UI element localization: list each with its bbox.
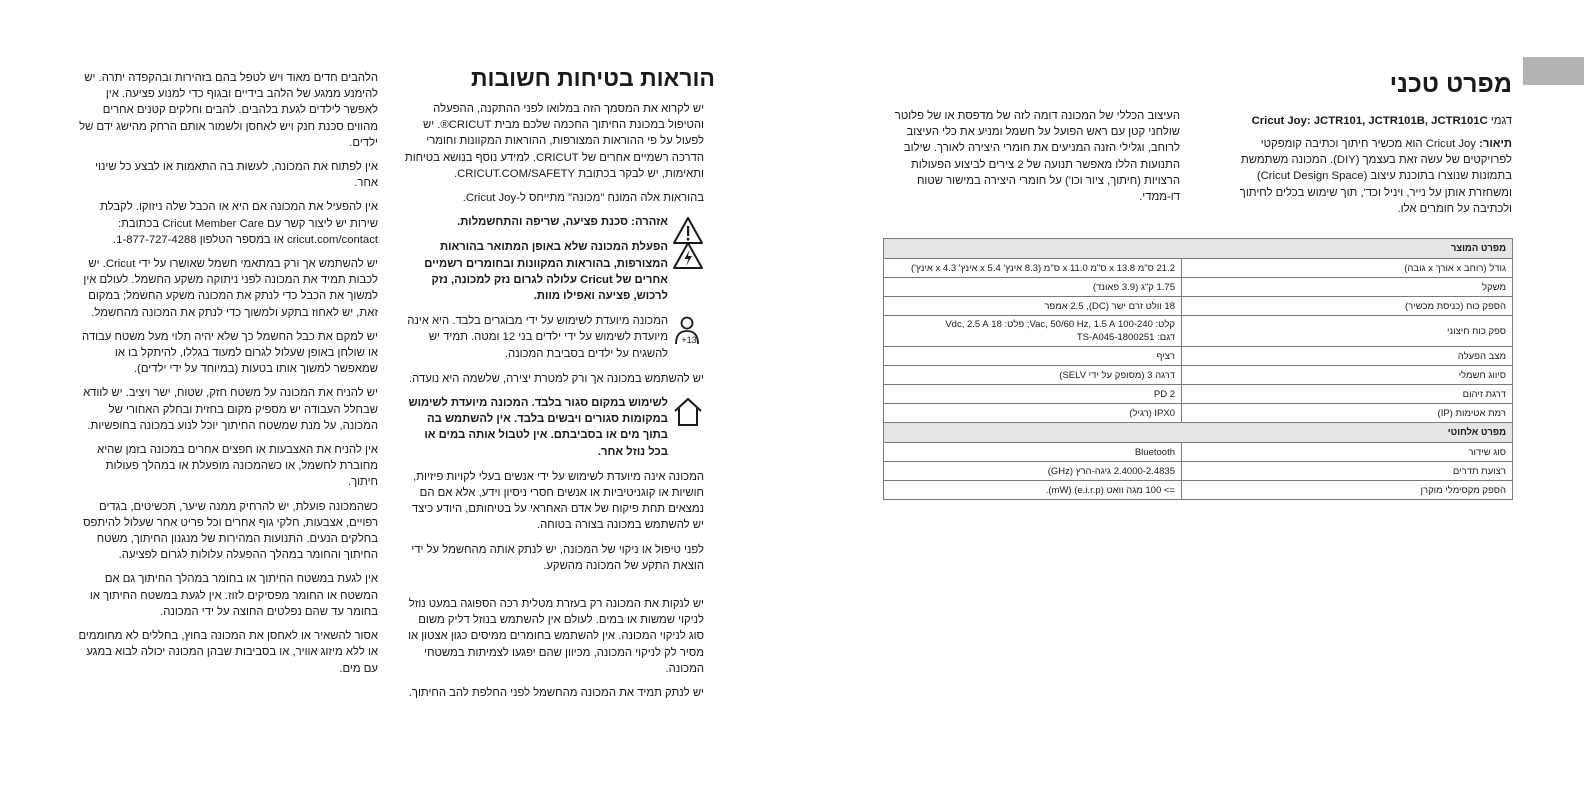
left-paragraph: יש להשתמש אך ורק במתאמי חשמל שאושרו על ידי Cricut. יש לכבות תמיד את המכונה לפני ניתוקה משקע החשמל. לעולם אין למשוך את הכבל כדי לנתק את המכונה משקע החשמל; במקום זאת, יש לאחוז בתקע ולמשוך כדי לנתק את המכונה מהחשמל. [83,258,378,319]
purpose-paragraph: יש להשתמש במכונה אך ורק למטרת יצירה, שלשמה היא נועדה. [408,372,704,385]
age-restriction-icon [672,314,704,346]
age-text: המכונה מיועדת לשימוש על ידי מבוגרים בלבד. היא אינה מיועדת לשימוש על ידי ילדים בני 12 ומטה. תמיד יש להשגיח על ילדים בסביבת המכונה. [407,315,668,360]
left-paragraph: הלהבים חדים מאוד ויש לטפל בהם בזהירות ובהקפדה יתרה. יש להימנע ממגע של הלהב בידיים ובגוף כדי למנוע פציעה. אין לאפשר לילדים לגעת בלהבים. להבים וחלקים קטנים אחרים מהווים סכנת חנק ויש לאחסן ולשמור אותם הרחק מהישג ידם של ילדים. [79,72,378,149]
left-paragraph: אין להפעיל את המכונה אם היא או הכבל שלה ניזוקו. לקבלת שירות יש ליצור קשר עם Cricut Member Care בכתובת: cricut.com/contact או במספר הטלפון 1-877-727-4288. [100,201,378,246]
row-value [884,316,1182,347]
row-label: רצועת תדרים [1182,462,1513,481]
row-label: סיווג חשמלי [1182,366,1513,385]
house-icon [672,396,704,428]
spec-title: מפרט טכני [1389,70,1512,98]
row-label: דרגת זיהום [1182,385,1513,404]
row-value: IPX0 (רגיל) [884,404,1182,423]
age-warning [404,313,704,362]
row-value-line1: קלט: 100-240 Vac, 50/60 Hz, 1.5 A; פלט: 18 Vdc, 2.5 A [945,319,1175,330]
row-value-line2: דגם: TS-A045-1800251 [1076,332,1175,343]
row-value: Bluetooth [884,443,1182,462]
row-label: סוג שידור [1182,443,1513,462]
unplug-paragraph: לפני טיפול או ניקוי של המכונה, יש לנתק אותה מהחשמל על ידי הוצאת התקע של המכונה מהשקע. [411,543,704,572]
table-row [884,366,1513,385]
blade-paragraph: יש לנתק תמיד את המכונה מהחשמל לפני החלפת להב החיתוך. [408,687,704,700]
table-row [884,316,1513,347]
description-label: תיאור: [1479,138,1512,150]
left-paragraph: אין לפתוח את המכונה, לעשות בה התאמות או לבצע כל שינוי אחר. [95,161,378,190]
table-section-header [884,239,1513,259]
table-row [884,347,1513,366]
design-note: העיצוב הכללי של המכונה דומה לזה של מדפסת או של פלוטר שולחני קטן עם ראש הפועל על חשמל ומניע את כלי העיצוב לרוחב, וגלילי הזנה המניעים את חומרי היצירה לאורך. שילוב התנועות הללו מאפשר תנועה של 2 צירים לביצוע הפעולות הרצויות (חיתוך, ציור וכו') על חומרי היצירה במישור שטוח דו-ממדי. [894,110,1180,204]
row-value: רציף [884,347,1182,366]
warning-electric [404,239,704,304]
row-label: מצב הפעלה [1182,347,1513,366]
row-value: 18 וולט זרם ישר (DC), 2.5 אמפר [884,297,1182,316]
table-row [884,481,1513,500]
electric-hazard-icon [672,240,704,272]
table-section-header [884,423,1513,443]
description [1222,136,1512,217]
row-label: ספק כוח חיצוני [1182,316,1513,347]
table-row [884,278,1513,297]
warning-fire [404,214,704,230]
row-value: 1.75 ק"ג (3.9 פאונד) [884,278,1182,297]
models-line [1222,115,1512,127]
age-badge-text: 13+ [681,335,697,346]
table-row [884,404,1513,423]
table-row [884,462,1513,481]
product-spec-header: מפרט המוצר [884,239,1513,259]
wireless-spec-header: מפרט אלחוטי [884,423,1513,443]
row-value: 2 PD [884,385,1182,404]
table-row [884,385,1513,404]
models-label: דגמי [1490,115,1512,127]
warning-fire-text: אזהרה: סכנת פציעה, שריפה והתחשמלות. [457,216,668,229]
row-value: דרגה 3 (מסופק על ידי SELV) [884,366,1182,385]
spacer [404,582,704,596]
left-paragraph: יש למקם את כבל החשמל כך שלא יהיה תלוי מעל משטח עבודה או שולחן באופן שעלול לגרום למעוד בגללו, להיתקל בו או שמאפשר למשוך אותו בטעות (במיוחד על ידי ילדים). [82,330,378,376]
term-paragraph: בהוראות אלה המונח "מכונה" מתייחס ל-Cricut Joy. [462,192,704,205]
indoor-text: לשימוש במקום סגור בלבד. המכונה מיועדת לשימוש במקומות סגורים ויבשים בלבד. אין להשתמש בה בתוך מים או בסביבתם. אין לטבול אותה במים או בכל נוזל אחר. [408,397,668,458]
row-value: => 100 מגה וואט (e.i.r.p) (mW). [884,481,1182,500]
description-text: Cricut Joy הוא מכשיר חיתוך וכתיבה קומפקטי לפרויקטים של עשה זאת בעצמך (DIY). המכונה משתמשת בתמונות שנוצרו בתוכנת עיצוב (Cricut Design Space) ומשחזרת אותן על נייר, ויניל וכד', תוך שימוש בכלים לחיתוך ולכתיבה על חומרים אלו. [1239,138,1512,215]
row-label: גודל (רוחב x אורך x גובה) [1182,259,1513,278]
left-paragraph: אסור להשאיר או לאחסן את המכונה בחוץ, בחללים לא מחוממים או ללא מיזוג אוויר, או בסביבות שבהן המכונה יכולה לבוא במגע עם מים. [78,630,378,675]
persons-paragraph: המכונה אינה מיועדת לשימוש על ידי אנשים בעלי לקויות פיזיות, חושיות או קוגניטיביות או אנשים חסרי ניסיון וידע, אלא אם הם נמצאים תחת פיקוח של אדם האחראי על בטיחותם, היודע כיצד יש להשתמש במכונה בצורה בטוחה. [411,470,704,532]
left-paragraph: כשהמכונה פועלת, יש להרחיק ממנה שיער, תכשיטים, בגדים רפויים, אצבעות, חלקי גוף אחרים וכל פריט אחר שעלול להיתפס בחלקים הנעים. התנועות המהירות של מנגנון החיתוך, משטח החיתוך והחומר במהלך ההפעלה עלולות לגרום לפציעה. [83,500,378,562]
row-value: 21.2 ס"מ x 13.8 ס"מ x 11.0 ס"מ (8.3 אינץ' x 5.4 אינץ' x 4.3 אינץ') [884,259,1182,278]
page-tab [1523,57,1584,85]
safety-title: הוראות בטיחות חשובות [471,65,715,91]
row-label: משקל [1182,278,1513,297]
left-column [78,70,378,685]
row-value: 2.4000-2.4835 גיגה-הרץ (GHz) [884,462,1182,481]
table-row [884,259,1513,278]
left-paragraph: יש להניח את המכונה על משטח חזק, שטוח, ישר ויציב. יש לוודא שבחלל העבודה יש מספיק מקום בחזית ובחלק האחורי של המכונה, על מנת שמשטח החיתוך יוכל לנוע במכונה בחופשיות. [83,387,378,432]
indoor-warning [404,395,704,460]
safety-column [404,101,704,709]
left-paragraph: אין להניח את האצבעות או חפצים אחרים במכונה בזמן שהיא מחוברת לחשמל, או כשהמכונה מופעלת או במהלך פעולות חיתוך. [97,444,378,489]
table-row [884,443,1513,462]
models-value: Cricut Joy: JCTR101, JCTR101B, JCTR101C [1251,115,1488,127]
row-label: הספק מקסימלי מוקרן [1182,481,1513,500]
table-row [884,297,1513,316]
left-paragraph: אין לגעת במשטח החיתוך או בחומר במהלך החיתוך גם אם המשטח או החומר מפסיקים לזוז. אין לגעת במשטח החיתוך או בחומר עד שהם נפלטים החוצה על ידי המכונה. [89,573,378,618]
spec-table [883,238,1513,500]
intro-paragraph: יש לקרוא את המסמך הזה במלואו לפני ההתקנה, ההפעלה והטיפול במכונת החיתוך החכמה שלכם מבית CRICUT®. יש לפעול על פי ההוראות המצורפות, ההוראות המקוונות וחומרי הדרכה רשמיים אחרים של CRICUT. למידע נוסף בנושא בטיחות ותאימות, יש לבקר בכתובת CRICUT.COM/SAFETY. [404,103,704,180]
cleaning-paragraph: יש לנקות את המכונה רק בעזרת מטלית רכה הספוגה במעט נוזל לניקוי שמשות או במים. לעולם אין להשתמש בנוזל דליק משום סוג לניקוי המכונה. אין להשתמש בחומרים ממיסים כגון אצטון או מסיר לק לניקוי המכונה, מכיוון שהם יפגעו לצמיתות במשטחי המכונה. [408,598,704,675]
warning-electric-text: הפעלת המכונה שלא באופן המתואר בהוראות המצורפות, בהוראות המקוונות ובחומרים רשמיים אחרים של Cricut עלולה לגרום נזק למכונה, נזק לרכוש, פציעה ואפילו מוות. [424,241,668,303]
row-label: הספק כוח (כניסת מכשיר) [1182,297,1513,316]
row-label: רמת אטימות (IP) [1182,404,1513,423]
